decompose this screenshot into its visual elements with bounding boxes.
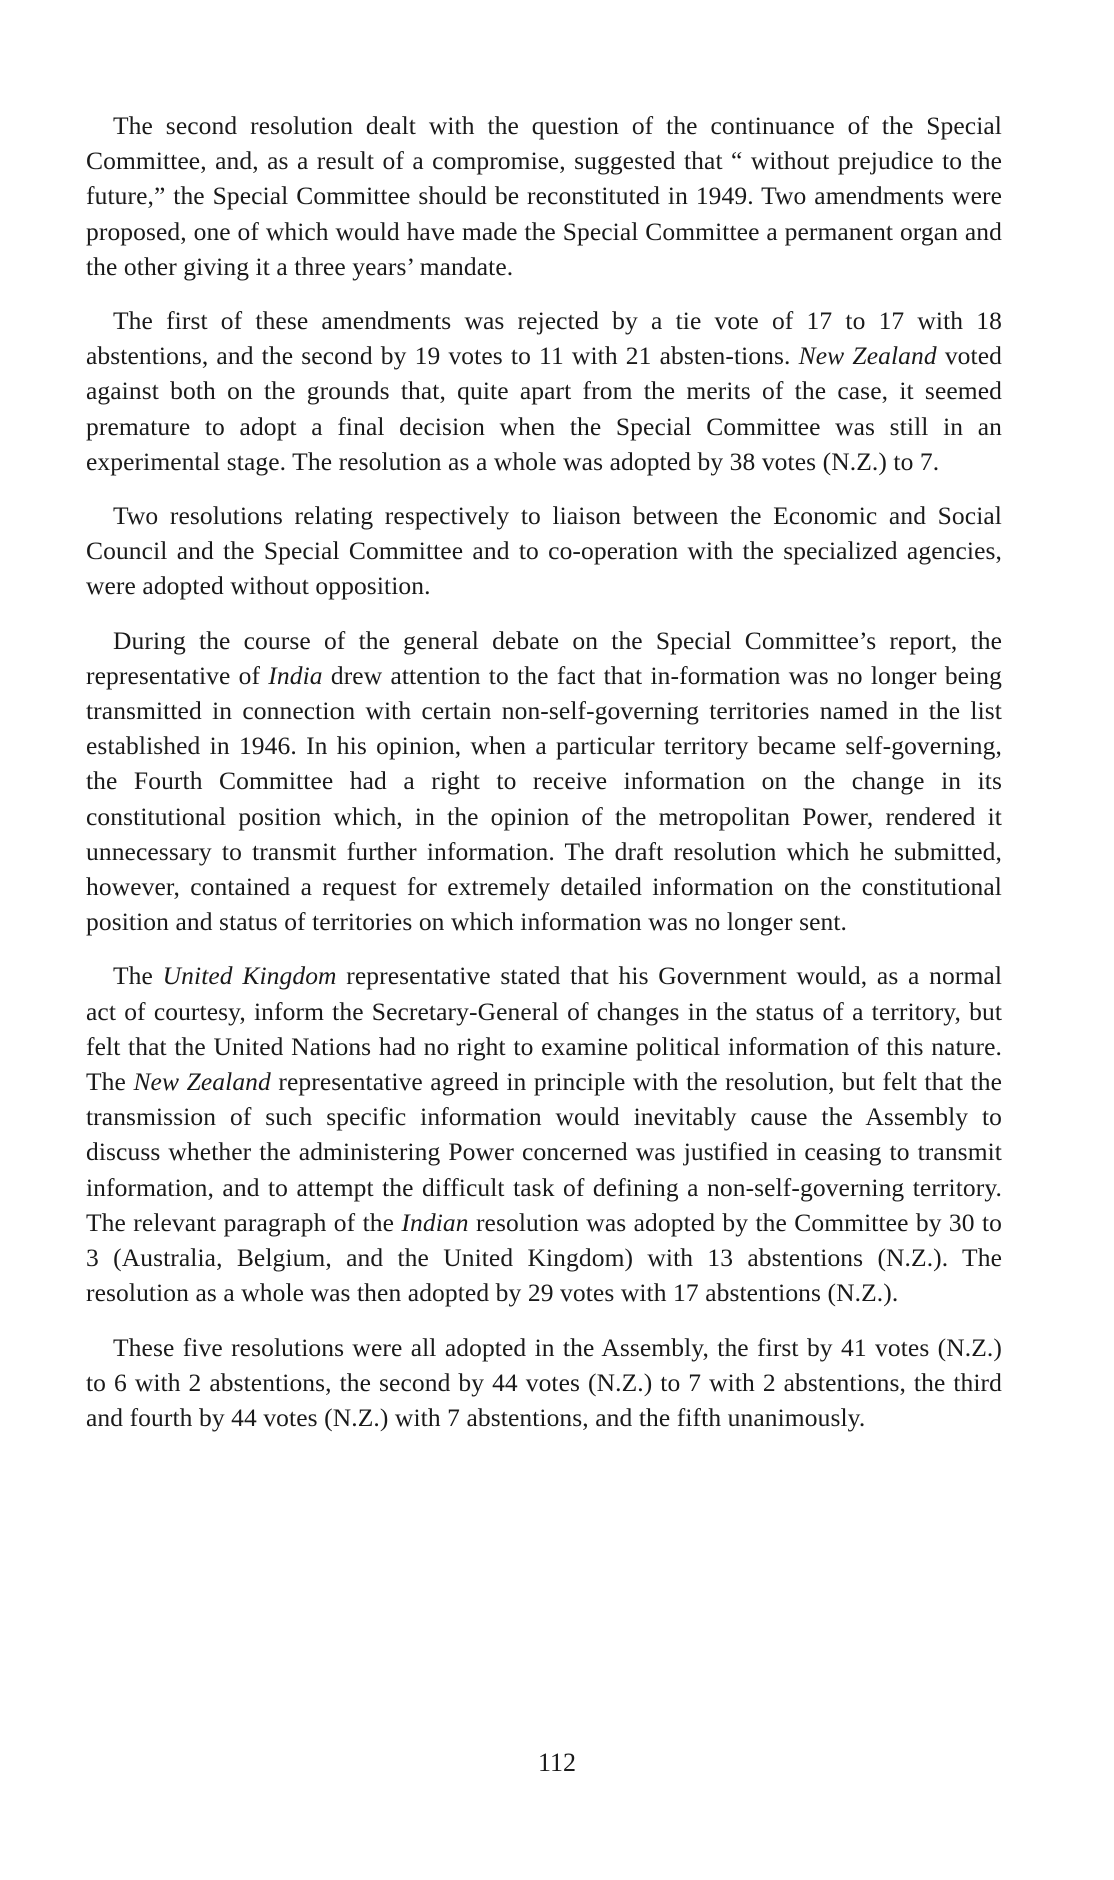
page-number: 112 xyxy=(537,1748,577,1777)
country-india: Indian xyxy=(401,1207,469,1237)
paragraph-5 xyxy=(86,958,1002,1310)
paragraph-2 xyxy=(86,303,1002,479)
paragraph-2-text-a: The first of these amendments was rejected by a tie vote of 17 to 17 with 18 abstentions, and the second by 19 votes to 11 with 21 absten-tions. xyxy=(86,306,1002,371)
country-new-zealand: New Zealand xyxy=(798,341,937,371)
paragraph-3 xyxy=(86,498,1002,604)
country-new-zealand: New Zealand xyxy=(133,1067,271,1097)
page-body xyxy=(86,108,1002,1454)
paragraph-5-text-d: resolution was adopted by the Committee by 30 to 3 (Australia, Belgium, and the United Kingdom) with 13 abstentions (N.Z.). The resolution as a whole was then adopted by 29 votes with 17 abstentions (N.Z.). xyxy=(86,1207,1003,1308)
paragraph-4 xyxy=(86,623,1002,940)
paragraph-6 xyxy=(86,1330,1002,1436)
paragraph-1 xyxy=(86,108,1002,284)
country-united-kingdom: United Kingdom xyxy=(162,961,337,991)
paragraph-6-text: These five resolutions were all adopted in the Assembly, the first by 41 votes (N.Z.) to 6 with 2 abstentions, the second by 44 votes (N.Z.) to 7 with 2 abstentions, the third and fourth by 44 votes (N.Z.) with 7 abstentions, and the fifth unanimously. xyxy=(86,1332,1002,1432)
country-india: India xyxy=(268,660,323,690)
paragraph-5-text-c: representative agreed in principle with the resolution, but felt that the transmission of such specific information would inevitably cause the Assembly to discuss whether the administering Power concerned was justified in ceasing to transmit information, and to attempt the difficult task of defining a non-self-governing territory. The relevant paragraph of the xyxy=(86,1067,1002,1237)
paragraph-5-text-a: The xyxy=(113,961,163,991)
paragraph-5-text-b: representative stated that his Government would, as a normal act of courtesy, inform the Secretary-General of changes in the status of a territory, but felt that the United Nations had no right to examine political information of this nature. The xyxy=(86,961,1003,1097)
paragraph-1-text: The second resolution dealt with the question of the continuance of the Special Committee, and, as a result of a compromise, suggested that “ without prejudice to the future,” the Special Committee should be reconstituted in 1949. Two amendments were proposed, one of which would have made the Special Committee a permanent organ and the other giving it a three years’ mandate. xyxy=(86,111,1002,281)
paragraph-4-text-b: drew attention to the fact that in-formation was no longer being transmitted in connection with certain non-self-governing territories named in the list established in 1946. In his opinion, when a particular territory became self-governing, the Fourth Committee had a right to receive information on the change in its constitutional position which, in the opinion of the metropolitan Power, rendered it unnecessary to transmit further information. The draft resolution which he submitted, however, contained a request for extremely detailed information on the constitutional position and status of territories on which information was no longer sent. xyxy=(86,660,1002,937)
paragraph-2-text-b: voted against both on the grounds that, quite apart from the merits of the case, it seemed premature to adopt a final decision when the Special Committee was still in an experimental stage. The resolution as a whole was adopted by 38 votes (N.Z.) to 7. xyxy=(86,341,1002,476)
paragraph-4-text-a: During the course of the general debate on the Special Committee’s report, the representative of xyxy=(86,625,1002,690)
paragraph-3-text: Two resolutions relating respectively to liaison between the Economic and Social Council and the Special Committee and to co-operation with the specialized agencies, were adopted without opposition. xyxy=(86,501,1002,601)
